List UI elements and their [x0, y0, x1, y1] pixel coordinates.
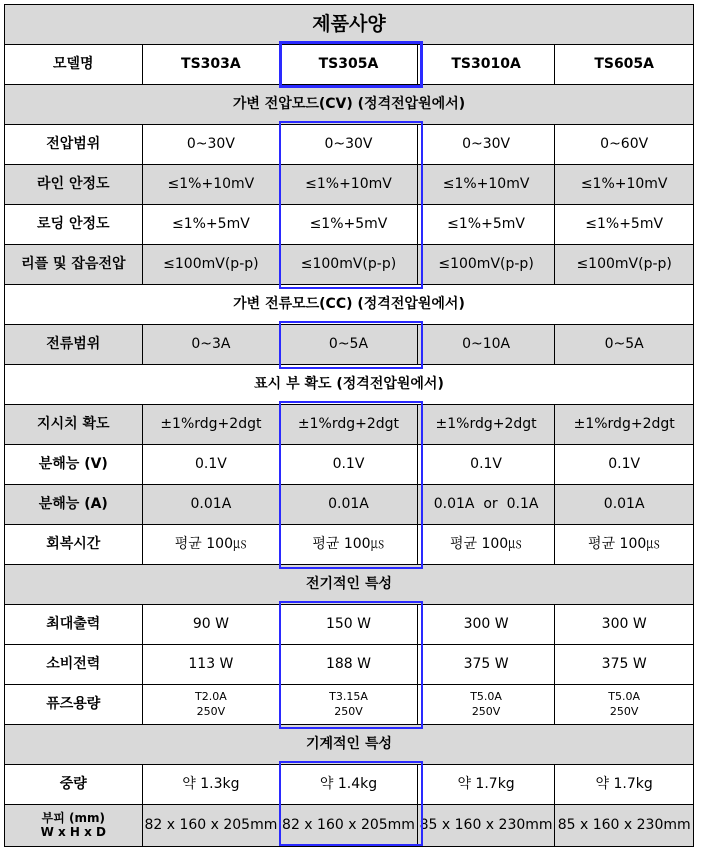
section-title: 기계적인 특성 [305, 736, 393, 753]
row-label: 전류범위 [5, 325, 143, 364]
section-title: 가변 전압모드(CV) (정격전압원에서) [232, 96, 466, 113]
model-header-row [5, 45, 693, 85]
row-label: 지시치 확도 [5, 405, 143, 444]
row-value: 82 x 160 x 205mm [143, 805, 281, 846]
row-label [5, 805, 143, 846]
table-row [5, 405, 693, 445]
table-row [5, 445, 693, 485]
volume-label: 부피 (mm) [41, 810, 105, 825]
row-value: ±1%rdg+2dgt [143, 405, 281, 444]
row-value: ≤1%+10mV [580, 176, 668, 193]
row-value: ≤1%+5mV [585, 216, 664, 233]
table-title-row [5, 5, 693, 45]
fuse-voltage: 250V [196, 704, 226, 718]
row-value: 0~30V [280, 125, 418, 164]
row-value: 0.01A [603, 496, 645, 513]
row-value: 0~10A [418, 325, 556, 364]
row-value: ≤100mV(p-p) [143, 245, 281, 284]
table-row [5, 685, 693, 725]
volume-dims-label: W x H x D [40, 824, 107, 839]
row-value: 0~60V [600, 136, 649, 153]
row-value: 평균 100㎲ [143, 525, 281, 564]
row-value: 약 1.7kg [418, 765, 556, 804]
table-row [5, 645, 693, 685]
row-value: 300 W [601, 616, 647, 633]
section-header-mechanical [5, 725, 693, 765]
row-value: ≤1%+10mV [280, 165, 418, 204]
row-label: 리플 및 잡음전압 [5, 245, 143, 284]
model-name: TS3010A [418, 45, 556, 84]
model-name: TS305A [280, 45, 418, 84]
row-label: 전압범위 [5, 125, 143, 164]
row-label: 분해능 (A) [5, 485, 143, 524]
row-value: ≤1%+5mV [143, 205, 281, 244]
row-value: 113 W [143, 645, 281, 684]
spec-table [4, 4, 694, 847]
row-value: 375 W [601, 656, 647, 673]
section-header-cc [5, 285, 693, 325]
row-value [418, 685, 556, 724]
fuse-rating: T2.0A [195, 689, 227, 703]
row-value: 0.01A [280, 485, 418, 524]
row-value: 0.01A [143, 485, 281, 524]
row-value: 188 W [280, 645, 418, 684]
row-value [280, 685, 418, 724]
row-value: 85 x 160 x 230mm [418, 805, 556, 846]
row-value: ≤100mV(p-p) [576, 256, 672, 273]
row-label: 회복시간 [5, 525, 143, 564]
section-title: 전기적인 특성 [305, 576, 393, 593]
row-value: 약 1.7kg [595, 776, 653, 793]
model-name: TS303A [143, 45, 281, 84]
row-label: 퓨즈용량 [5, 685, 143, 724]
row-value: 0~30V [143, 125, 281, 164]
row-value: 82 x 160 x 205mm [280, 805, 418, 846]
section-title: 표시 부 확도 (정격전압원에서) [254, 376, 444, 393]
table-row [5, 165, 693, 205]
row-value [555, 685, 693, 724]
row-value: 0~5A [604, 336, 644, 353]
row-label: 최대출력 [5, 605, 143, 644]
row-value: 0~5A [280, 325, 418, 364]
row-label: 분해능 (V) [5, 445, 143, 484]
fuse-voltage: 250V [334, 704, 363, 718]
row-value: ≤1%+10mV [143, 165, 281, 204]
row-value: 0.1V [608, 456, 641, 473]
row-value: 85 x 160 x 230mm [557, 817, 691, 834]
row-label: 소비전력 [5, 645, 143, 684]
row-value: ±1%rdg+2dgt [573, 416, 675, 433]
table-title: 제품사양 [312, 12, 386, 35]
section-title: 가변 전류모드(CC) (정격전압원에서) [233, 296, 465, 313]
fuse-rating: T5.0A [608, 689, 641, 703]
model-label: 모델명 [5, 45, 143, 84]
row-value: 0~30V [418, 125, 556, 164]
fuse-rating: T5.0A [470, 689, 502, 703]
section-header-cv [5, 85, 693, 125]
row-value: ≤100mV(p-p) [418, 245, 556, 284]
row-value: ≤1%+10mV [418, 165, 556, 204]
table-row [5, 765, 693, 805]
row-value: 평균 100㎲ [418, 525, 556, 564]
section-header-display [5, 365, 693, 405]
row-value: 375 W [418, 645, 556, 684]
fuse-voltage: 250V [609, 704, 639, 718]
model-name: TS605A [594, 56, 655, 73]
row-label: 라인 안정도 [5, 165, 143, 204]
row-value: 0.1V [418, 445, 556, 484]
table-row [5, 125, 693, 165]
table-row [5, 525, 693, 565]
row-value: 0.1V [280, 445, 418, 484]
row-label: 로딩 안정도 [5, 205, 143, 244]
row-value: 평균 100㎲ [280, 525, 418, 564]
row-value: ±1%rdg+2dgt [280, 405, 418, 444]
table-row [5, 245, 693, 285]
table-row [5, 805, 693, 846]
row-value: 0~3A [143, 325, 281, 364]
row-label: 중량 [5, 765, 143, 804]
row-value: 평균 100㎲ [588, 536, 661, 553]
section-header-electrical [5, 565, 693, 605]
row-value: 약 1.4kg [280, 765, 418, 804]
row-value: 0.1V [143, 445, 281, 484]
row-value: 300 W [418, 605, 556, 644]
row-value: ±1%rdg+2dgt [418, 405, 556, 444]
table-row [5, 325, 693, 365]
row-value: 약 1.3kg [143, 765, 281, 804]
row-value: 150 W [280, 605, 418, 644]
row-value: 0.01A or 0.1A [418, 485, 556, 524]
row-value: ≤1%+5mV [280, 205, 418, 244]
row-value: 90 W [143, 605, 281, 644]
fuse-rating: T3.15A [329, 689, 368, 703]
fuse-voltage: 250V [471, 704, 501, 718]
row-value: ≤100mV(p-p) [280, 245, 418, 284]
table-row [5, 205, 693, 245]
table-row [5, 485, 693, 525]
row-value [143, 685, 281, 724]
row-value: ≤1%+5mV [418, 205, 556, 244]
table-row [5, 605, 693, 645]
